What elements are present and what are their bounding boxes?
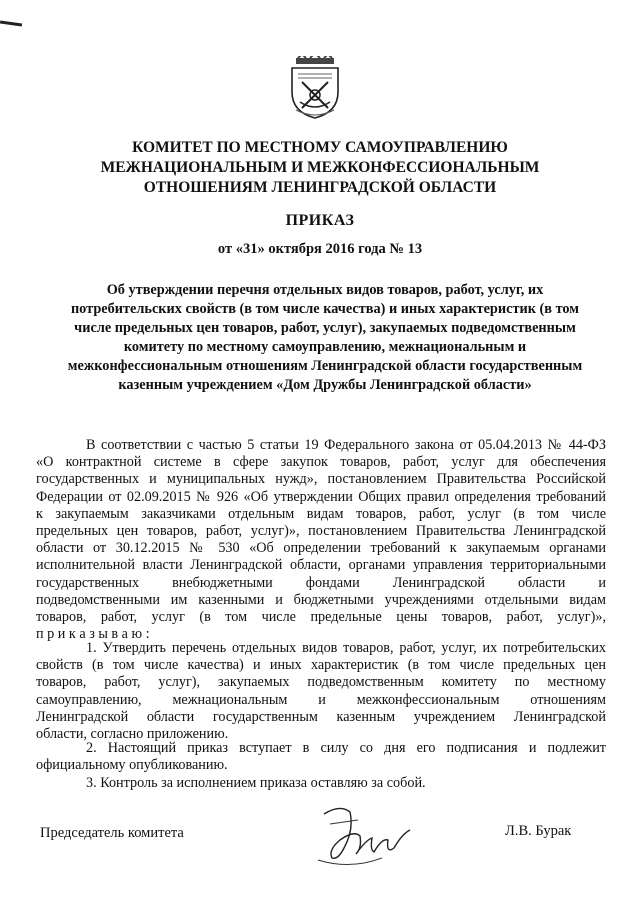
subject-line: казенным учреждением «Дом Дружбы Ленинградской области» — [118, 377, 532, 393]
text-line: В соответствии с частью 5 статьи 19 Федерального закона от 05.04.2013 № 44-ФЗ — [86, 437, 606, 453]
preamble-paragraph — [36, 437, 606, 643]
text-line: свойств (в том числе качества) и иных характеристик (в том числе предельных цен — [36, 657, 606, 674]
text-line: 1. Утвердить перечень отдельных видов товаров, работ, услуг, их потребительских — [86, 640, 606, 656]
subject-line: Об утверждении перечня отдельных видов товаров, работ, услуг, их — [106, 282, 544, 298]
handwritten-signature-icon — [310, 800, 420, 872]
text-line: государственных и муниципальных нужд», постановлением Правительства Российской — [36, 471, 606, 488]
order-item-2 — [36, 740, 606, 774]
text-line: 2. Настоящий приказ вступает в силу со дня его подписания и подлежит — [86, 740, 606, 756]
text-line: 3. Контроль за исполнением приказа оставляю за собой. — [86, 775, 426, 791]
org-line: ОТНОШЕНИЯМ ЛЕНИНГРАДСКОЙ ОБЛАСТИ — [143, 179, 497, 196]
subject-line: числе предельных цен товаров, работ, услуг), закупаемых подведомственным — [74, 320, 576, 336]
text-line: к закупаемым заказчиками отдельным видам товаров, работ, услуг (в том числе — [36, 505, 606, 522]
org-line: КОМИТЕТ ПО МЕСТНОМУ САМОУПРАВЛЕНИЮ — [132, 139, 508, 156]
coat-of-arms-icon — [288, 56, 342, 120]
text-line: Федерации от 02.09.2015 № 926 «Об утверждении Общих правил определения требований — [36, 488, 606, 505]
document-subject — [40, 281, 610, 395]
text-line: товаров, работ, услуг (в том числе предельные цены товаров, работ, услуг)», — [36, 608, 606, 625]
text-line: исполнительной власти Ленинградской области, органами управления территориальными — [36, 557, 606, 574]
text-line: «О контрактной системе в сфере закупок товаров, работ, услуг для обеспечения — [36, 454, 606, 471]
order-item-1 — [36, 640, 606, 743]
document-date: от «31» октября 2016 года № 13 — [217, 241, 423, 257]
text-line: государственных внебюджетными фондами Ленинградской области и — [36, 574, 606, 591]
text-line: официальному опубликованию. — [36, 757, 228, 774]
subject-line: комитету по местному самоуправлению, межнациональным и — [123, 339, 527, 355]
text-line: подведомственными им казенными и бюджетными учреждениями отдельными видам — [36, 591, 606, 608]
text-line: Ленинградской области государственным казенным учреждением Ленинградской — [36, 708, 606, 725]
order-word: п р и к а з ы в а ю : — [36, 626, 150, 643]
document-type: ПРИКАЗ — [285, 212, 355, 229]
signatory-role: Председатель комитета — [40, 825, 184, 841]
text-line: области от 30.12.2015 № 530 «Об определении требований к закупаемым органами — [36, 540, 606, 557]
text-line: области, согласно приложению. — [36, 725, 229, 742]
text-line: предельных цен товаров, работ, услуг)», постановлением Правительства Ленинградской — [36, 522, 606, 539]
text-line: самоуправлению, межнациональным и межконфессиональным отношениям — [36, 691, 606, 708]
order-item-3 — [36, 775, 606, 792]
signatory-name: Л.В. Бурак — [505, 823, 572, 839]
subject-line: межконфессиональным отношениям Ленинградской области государственным — [67, 358, 583, 374]
scan-artifact — [0, 20, 22, 26]
organization-name — [40, 138, 600, 198]
text-line: товаров, работ, услуг), закупаемых подведомственным комитету по местному — [36, 674, 606, 691]
subject-line: потребительских свойств (в том числе качества) и иных характеристик (в том — [70, 301, 580, 317]
org-line: МЕЖНАЦИОНАЛЬНЫМ И МЕЖКОНФЕССИОНАЛЬНЫМ — [100, 159, 540, 176]
